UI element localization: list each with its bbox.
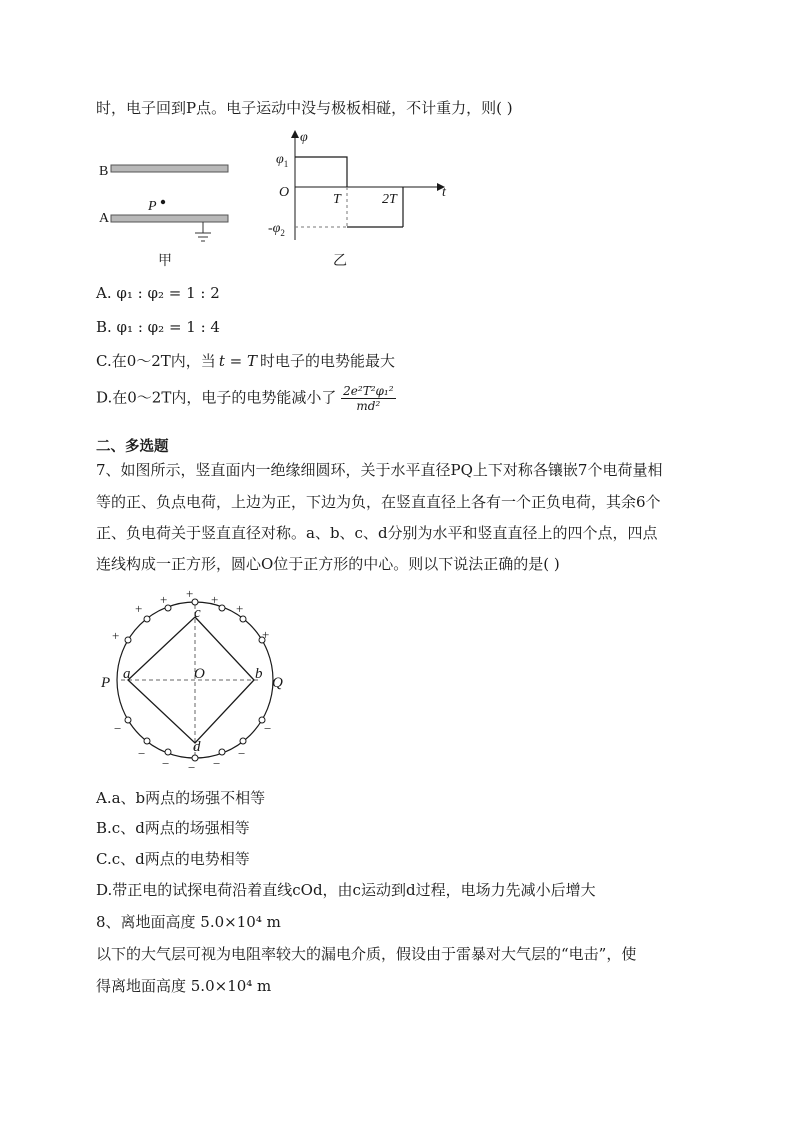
q7-line-1: 7、如图所示，竖直面内一绝缘细圆环，关于水平直径PQ上下对称各镶嵌7个电荷量相 — [96, 461, 663, 479]
svg-text:+: + — [135, 601, 143, 616]
label-p: P — [101, 675, 111, 691]
q7-line-2: 等的正、负点电荷，上边为正，下边为负，在竖直直径上各有一个正负电荷，其余6个 — [96, 493, 661, 511]
label-b: b — [255, 666, 263, 682]
svg-text:+: + — [262, 627, 270, 642]
q6-option-b: B. φ₁ : φ₂ = 1 : 4 — [96, 318, 220, 336]
plate-a-label: A — [99, 211, 110, 226]
tick-t-label: T — [333, 192, 341, 207]
svg-text:+: + — [211, 592, 219, 607]
q7-line-3: 正、负电荷关于竖直直径对称。a、b、c、d分别为水平和竖直直径上的四个点，四点 — [96, 524, 658, 542]
q7-option-d: D.带正电的试探电荷沿着直线cOd，由c运动到d过程，电场力先减小后增大 — [96, 881, 596, 899]
q7-line-4: 连线构成一正方形，圆心O位于正方形的中心。则以下说法正确的是( ) — [96, 555, 560, 573]
plus-signs — [112, 586, 269, 643]
q6-option-c-pre: C.在0～2T内，当 — [96, 352, 216, 370]
svg-text:+: + — [112, 628, 120, 643]
q7-option-c: C.c、d两点的电势相等 — [96, 850, 250, 868]
svg-text:−: − — [213, 756, 221, 771]
q6-intro: 时，电子回到P点。电子运动中没与极板相碰，不计重力，则( ) — [96, 99, 513, 117]
q7-option-b: B.c、d两点的场强相等 — [96, 819, 250, 837]
q6-option-c-post: 时电子的电势能最大 — [259, 352, 395, 370]
x-axis-label: t — [442, 185, 446, 200]
svg-text:+: + — [186, 586, 194, 601]
point-p-label: P — [148, 199, 157, 214]
q6-option-c-eq: t = T — [218, 352, 257, 370]
phi1-label: $\varphi_1$ — [276, 152, 289, 169]
y-axis-label: φ — [300, 130, 308, 145]
label-q: Q — [272, 675, 283, 691]
section-title: 二、多选题 — [96, 439, 169, 455]
tick-2t-label: 2T — [382, 192, 397, 207]
origin-label: O — [279, 185, 290, 200]
label-d: d — [193, 739, 201, 755]
svg-text:−: − — [162, 756, 170, 771]
label-a: a — [123, 666, 131, 682]
plate-b-label: B — [99, 164, 109, 179]
q8-line-2: 以下的大气层可视为电阻率较大的漏电介质，假设由于雷暴对大气层的“电击”，使 — [96, 945, 637, 963]
q7-option-a: A.a、b两点的场强不相等 — [96, 789, 266, 807]
q6-option-d-fraction: $\frac{\text{2e²T²φ₁²}}{\text{md²}}$ — [343, 384, 394, 413]
label-c: c — [194, 605, 201, 621]
q6-option-d-pre: D.在0～2T内，电子的电势能减小了 — [96, 388, 337, 407]
phi2-label: $-\varphi_2$ — [268, 221, 285, 238]
q8-line-1: 8、离地面高度 5.0×10⁴ m — [96, 913, 281, 931]
figure-left-caption: 甲 — [158, 254, 172, 269]
svg-text:−: − — [188, 760, 196, 775]
label-o: O — [194, 666, 205, 682]
svg-text:+: + — [236, 601, 244, 616]
svg-text:−: − — [238, 746, 246, 761]
svg-text:−: − — [138, 746, 146, 761]
svg-text:−: − — [114, 721, 122, 736]
svg-text:+: + — [160, 592, 168, 607]
svg-text:−: − — [264, 721, 272, 736]
q6-option-a: A. φ₁ : φ₂ = 1 : 2 — [96, 284, 220, 302]
figure-right-caption: 乙 — [333, 254, 347, 269]
q8-line-3: 得离地面高度 5.0×10⁴ m — [96, 977, 272, 995]
